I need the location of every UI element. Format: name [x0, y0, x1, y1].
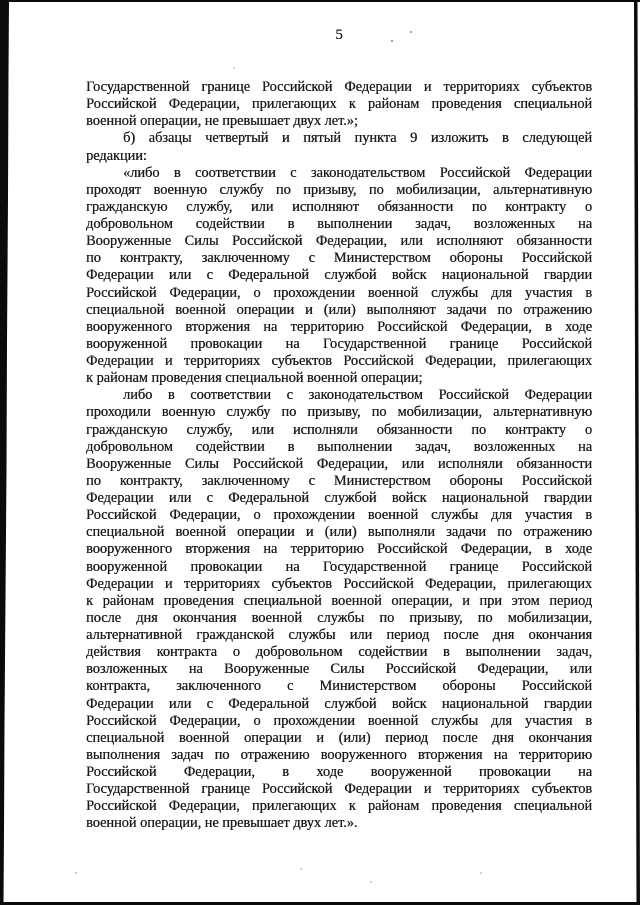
text-line: к районам проведения специальной военной операции;: [86, 370, 423, 387]
scan-speck: [75, 872, 77, 874]
page-number: 5: [335, 27, 343, 43]
text-line: вооруженной провокации на Государственной границе Российской: [86, 558, 592, 575]
text-line: Федерации или с Федеральной службой войск национальной гвардии: [86, 490, 592, 506]
text-line: по контракту, заключенному с Министерством обороны Российской: [86, 472, 592, 489]
text-line: Государственной границе Российской Федерации и территориях субъектов: [86, 781, 592, 798]
text-line: военной операции, не превышает двух лет.»;: [86, 113, 358, 130]
text-line: гражданскую службу, или исполняют обязанности по контракту о: [86, 198, 592, 215]
scan-speck: [233, 67, 235, 69]
text-line: Федерации или с Федеральной службой войск национальной гвардии: [86, 695, 592, 712]
text-line: «либо в соответствии с законодательством Российской Федерации: [123, 164, 592, 181]
text-line: добровольном содействии в выполнении задач, возложенных на: [86, 216, 592, 232]
scan-artifact-top-edge: [0, 0, 640, 2]
text-line: проходили военную службу по призыву, по мобилизации, альтернативную: [86, 404, 592, 421]
scan-artifact-left-edge: [0, 0, 10, 905]
text-line: вооруженной провокации на Государственной границе Российской: [86, 335, 592, 352]
text-line: Российской Федерации, о прохождении военной службы для участия в: [86, 284, 592, 301]
text-line: военной операции, не превышает двух лет.».: [86, 815, 358, 832]
text-line: возложенных на Вооруженные Силы Российской Федерации, или: [86, 661, 592, 678]
text-line: Федерации или с Федеральной службой войск национальной гвардии: [86, 267, 592, 284]
text-line: проходят военную службу по призыву, по мобилизации, альтернативную: [86, 181, 592, 198]
text-line: Российской Федерации, в ходе вооруженной провокации на: [86, 764, 592, 780]
text-line: Российской Федерации, прилегающих к районам проведения специальной: [86, 798, 592, 815]
text-line: альтернативной гражданской службы или период после дня окончания: [86, 627, 592, 643]
text-line: редакции:: [86, 147, 147, 164]
text-line: добровольном содействии в выполнении задач, возложенных на: [86, 438, 592, 455]
scan-speck: [370, 881, 372, 883]
text-line: после дня окончания военной службы по призыву, по мобилизации,: [86, 609, 592, 626]
text-line: б) абзацы четвертый и пятый пункта 9 изложить в следующей: [123, 130, 592, 147]
text-line: Вооруженные Силы Российской Федерации, или исполняли обязанности: [86, 455, 592, 472]
text-line: специальной военной операции и (или) период после дня окончания: [86, 729, 592, 746]
scan-artifact-right-edge: [633, 0, 640, 905]
paragraph: [86, 130, 592, 164]
text-line: Федерации и территориях субъектов Российской Федерации, прилегающих: [86, 353, 592, 369]
text-line: вооруженного вторжения на территорию Российской Федерации, в ходе: [86, 541, 592, 558]
scan-speck: [480, 872, 482, 874]
paragraph: [86, 165, 592, 388]
text-line: специальной военной операции и (или) выполняют задачи по отражению: [86, 301, 592, 318]
text-line: Российской Федерации, о прохождении военной службы для участия в: [86, 712, 592, 729]
text-line: контракта, заключенного с Министерством обороны Российской: [86, 678, 592, 695]
document-text: [86, 79, 592, 833]
text-line: специальной военной операции и (или) выполняли задачи по отражению: [86, 524, 592, 541]
text-line: Российской Федерации, прилегающих к районам проведения специальной: [86, 96, 592, 113]
text-line: выполнения задач по отражению вооруженного вторжения на территорию: [86, 746, 592, 763]
text-line: Федерации и территориях субъектов Российской Федерации, прилегающих: [86, 575, 592, 592]
scan-speck: [300, 868, 302, 870]
text-line: гражданскую службу, или исполняли обязанности по контракту о: [86, 421, 592, 438]
text-line: Вооруженные Силы Российской Федерации, или исполняют обязанности: [86, 233, 592, 250]
text-line: по контракту, заключенному с Министерством обороны Российской: [86, 250, 592, 267]
text-line: либо в соответствии с законодательством Российской Федерации: [123, 387, 592, 404]
paragraph: [86, 79, 592, 130]
text-line: Государственной границе Российской Федерации и территориях субъектов: [86, 79, 592, 95]
text-line: действия контракта о добровольном содействии в выполнении задач,: [86, 644, 592, 661]
paragraph: [86, 387, 592, 832]
text-line: Российской Федерации, о прохождении военной службы для участия в: [86, 507, 592, 524]
text-line: к районам проведения специальной военной операции, и при этом период: [86, 592, 592, 609]
text-line: вооруженного вторжения на территорию Российской Федерации, в ходе: [86, 318, 592, 335]
